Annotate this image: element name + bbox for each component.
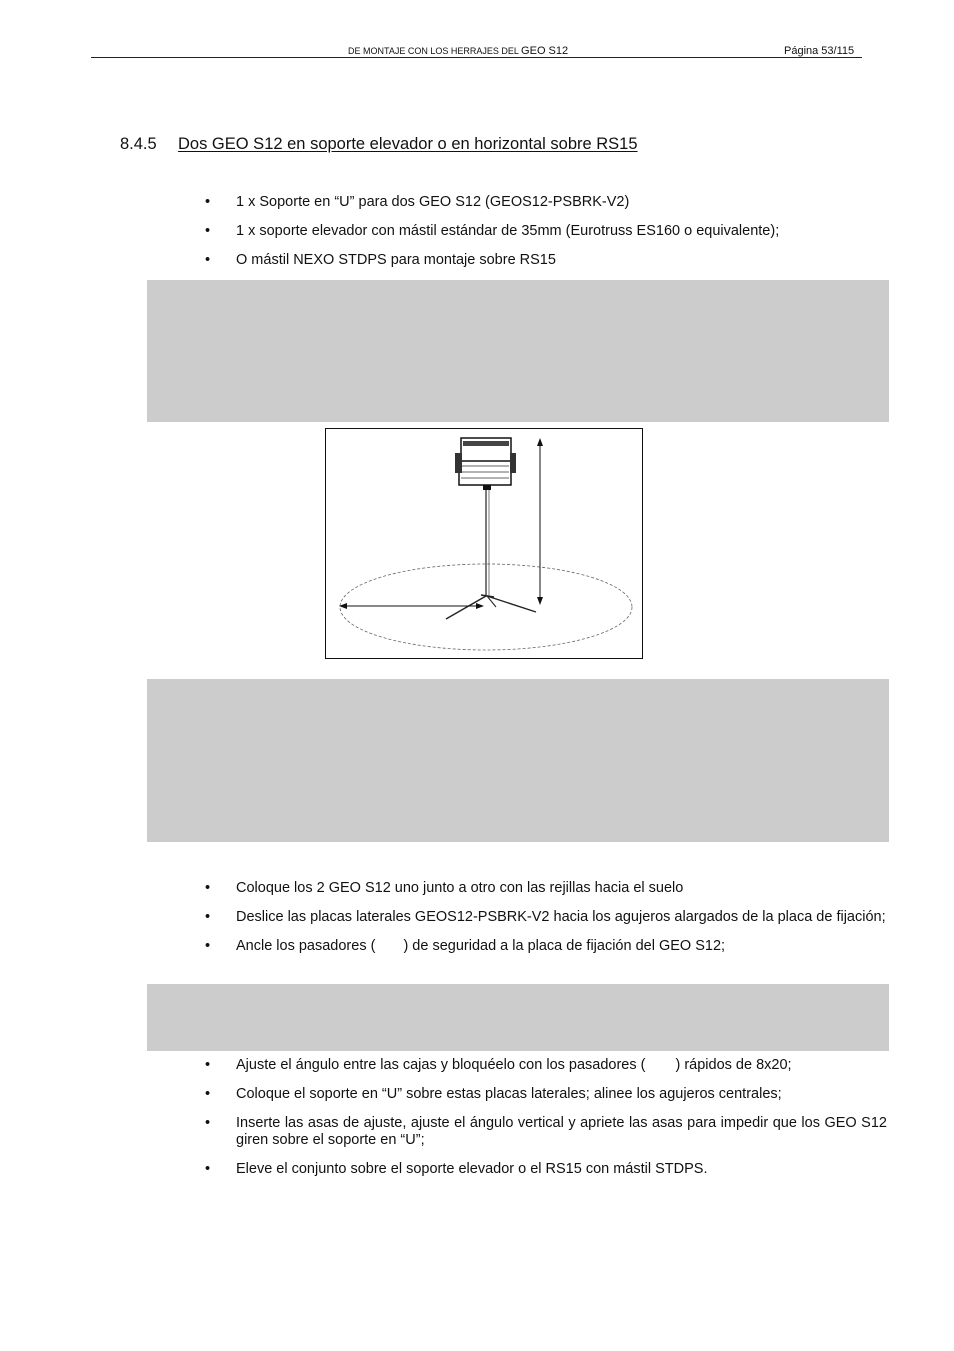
list-item: • Inserte las asas de ajuste, ajuste el ángulo vertical y apriete las asas para impedir que los GEO S12 giren sobre el soporte en “U”; xyxy=(205,1115,887,1149)
list-item: • Eleve el conjunto sobre el soporte elevador o el RS15 con mástil STDPS. xyxy=(205,1161,887,1178)
page-number: Página 53/115 xyxy=(784,45,855,57)
section-heading xyxy=(120,135,638,154)
warning-box-1 xyxy=(147,280,889,422)
list-item-text: Ajuste el ángulo entre las cajas y bloquéelo con los pasadores ( xyxy=(236,1057,646,1073)
section-title: Dos GEO S12 en soporte elevador o en horizontal sobre RS15 xyxy=(178,135,638,153)
section-number: 8.4.5 xyxy=(120,135,157,153)
assembly-steps-1 xyxy=(205,880,887,955)
list-item: • O mástil NEXO STDPS para montaje sobre RS15 xyxy=(205,252,887,269)
assembly-steps-2 xyxy=(205,1057,887,1178)
list-item: • Coloque los 2 GEO S12 uno junto a otro con las rejillas hacia el suelo xyxy=(205,880,887,897)
list-item: • Coloque el soporte en “U” sobre estas placas laterales; alinee los agujeros centrales; xyxy=(205,1086,887,1103)
list-item-text: ) de seguridad a la placa de fijación del GEO S12; xyxy=(403,938,726,954)
warning-box-2 xyxy=(147,679,889,842)
equipment-list xyxy=(205,194,887,269)
running-header-small: DE MONTAJE CON LOS HERRAJES DEL xyxy=(348,46,519,56)
running-header-product: GEO S12 xyxy=(521,45,569,57)
speaker-on-stand-illustration xyxy=(326,429,642,658)
list-item xyxy=(205,938,887,955)
list-item: • 1 x soporte elevador con mástil estándar de 35mm (Eurotruss ES160 o equivalente); xyxy=(205,223,887,240)
list-item xyxy=(205,1057,887,1074)
list-item: • 1 x Soporte en “U” para dos GEO S12 (GEOS12-PSBRK-V2) xyxy=(205,194,887,211)
speaker-icon xyxy=(455,438,516,490)
header-rule xyxy=(91,57,862,58)
running-header xyxy=(348,45,568,57)
list-item-text: ) rápidos de 8x20; xyxy=(675,1057,792,1073)
list-item: • Deslice las placas laterales GEOS12-PSBRK-V2 hacia los agujeros alargados de la placa de fijación; xyxy=(205,909,887,926)
list-item-text: Ancle los pasadores ( xyxy=(236,938,376,954)
stand-figure xyxy=(325,428,643,659)
warning-box-3 xyxy=(147,984,889,1051)
